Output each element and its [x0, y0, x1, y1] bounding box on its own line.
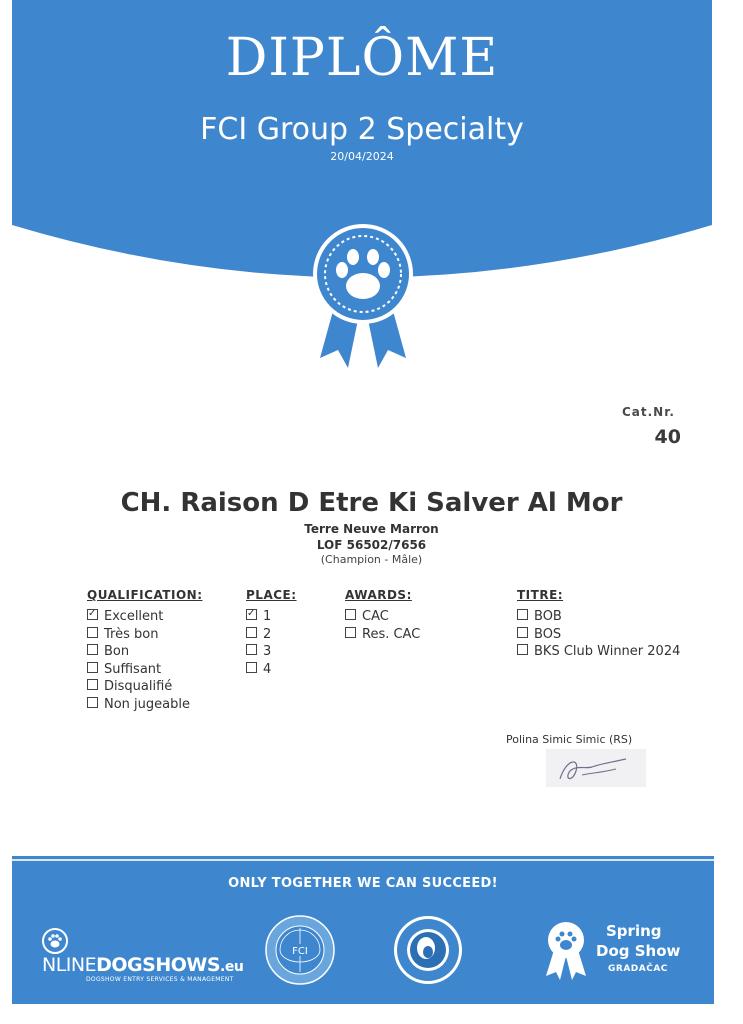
checkbox-icon	[345, 627, 356, 638]
awards-column	[345, 588, 420, 643]
catalog-number: 40	[654, 426, 681, 448]
judge-signature	[546, 749, 646, 787]
checkbox-checked-icon	[246, 609, 257, 620]
spring-line2: Dog Show	[596, 942, 681, 960]
checkbox-icon	[246, 627, 257, 638]
dog-class: (Champion - Mâle)	[320, 553, 423, 566]
qualification-item: Bon	[87, 643, 203, 661]
checkbox-icon	[517, 627, 528, 638]
checkbox-icon	[87, 679, 98, 690]
fci-seal-icon	[264, 914, 336, 986]
svg-text:FCI: FCI	[292, 946, 308, 957]
onlinedogshows-tagline: DOGSHOW ENTRY SERVICES & MANAGEMENT	[86, 976, 234, 983]
awards-item: Res. CAC	[345, 626, 420, 644]
checkbox-icon	[87, 662, 98, 673]
checkbox-icon	[87, 627, 98, 638]
place-item: 4	[246, 661, 297, 679]
dog-registration: LOF 56502/7656	[316, 538, 427, 552]
place-column	[246, 588, 297, 678]
checkbox-checked-icon	[87, 609, 98, 620]
place-item: 3	[246, 643, 297, 661]
rosette-icon	[544, 920, 588, 980]
place-item: 2	[246, 626, 297, 644]
dog-breed: Terre Neuve Marron	[304, 522, 439, 536]
judge-name: Polina Simic Simic (RS)	[506, 733, 633, 746]
qualification-item: Suffisant	[87, 661, 203, 679]
checkbox-icon	[345, 609, 356, 620]
paw-rosette-icon	[308, 218, 418, 378]
titre-heading: TITRE:	[517, 588, 564, 602]
spring-line3: GRADAČAC	[608, 964, 668, 974]
checkbox-icon	[246, 662, 257, 673]
paw-circle-icon	[42, 928, 68, 954]
footer-banner	[12, 856, 714, 1004]
qualification-item: ✓Excellent	[87, 608, 203, 626]
place-item: ✓1	[246, 608, 297, 626]
checkbox-icon	[517, 609, 528, 620]
onlinedogshows-logo: NLINEDOGSHOWS.eu DOGSHOW ENTRY SERVICES & MANAGEMENT	[42, 928, 242, 983]
checkbox-icon	[246, 644, 257, 655]
place-heading: PLACE:	[246, 588, 297, 602]
checkbox-icon	[87, 644, 98, 655]
titre-item: BOS	[517, 626, 680, 644]
kinoloski-savez-seal-icon	[392, 914, 464, 986]
awards-heading: AWARDS:	[345, 588, 412, 602]
diploma-title: DIPLÔME	[225, 28, 499, 88]
titre-column	[517, 588, 680, 661]
event-subtitle: FCI Group 2 Specialty	[200, 112, 524, 147]
dog-name: CH. Raison D Etre Ki Salver Al Mor	[120, 488, 623, 518]
qualification-item: Disqualifié	[87, 678, 203, 696]
spring-line1: Spring	[606, 922, 662, 940]
qualification-item: Non jugeable	[87, 696, 203, 714]
footer-slogan: ONLY TOGETHER WE CAN SUCCEED!	[228, 876, 498, 891]
qualification-item: Très bon	[87, 626, 203, 644]
titre-item: BKS Club Winner 2024	[517, 643, 680, 661]
checkbox-icon	[87, 697, 98, 708]
footer-divider	[12, 859, 714, 861]
qualification-column	[87, 588, 203, 713]
spring-dog-show-logo	[544, 920, 694, 990]
event-date: 20/04/2024	[330, 150, 394, 163]
checkbox-icon	[517, 644, 528, 655]
titre-item: BOB	[517, 608, 680, 626]
awards-item: CAC	[345, 608, 420, 626]
catalog-label: Cat.Nr.	[621, 405, 675, 419]
qualification-heading: QUALIFICATION:	[87, 588, 203, 602]
